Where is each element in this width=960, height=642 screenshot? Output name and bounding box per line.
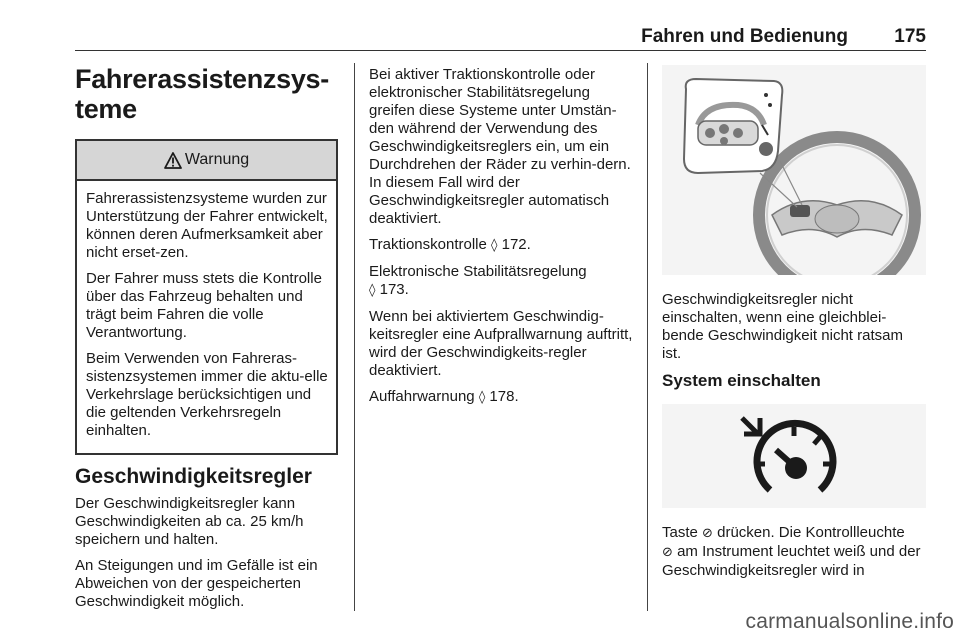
reference-text: Auffahrwarnung	[369, 388, 475, 405]
chapter-title-line-1: Fahrerassistenzsys-	[75, 64, 329, 94]
text-fragment: am Instrument leuchtet weiß und der Geschwindigkeitsregler wird in	[662, 543, 921, 579]
middle-column	[369, 66, 637, 415]
body-paragraph: Bei aktiver Traktionskontrolle oder elektronischer Stabilitätsregelung greifen diese Systeme unter Umstän-den während der Verwendung des Geschwindigkeitsreglers ein, um ein Durchdrehen der Räder zu verhin-dern. In diesem Fall wird der Geschwindigkeitsregler automatisch deaktiviert.	[369, 66, 631, 227]
chapter-title-line-2: teme	[75, 94, 137, 124]
warning-paragraph: Der Fahrer muss stets die Kontrolle über das Fahrzeug behalten und trägt beim Fahren die volle Verantwortung.	[86, 270, 322, 341]
column-divider-left	[354, 63, 355, 611]
cross-reference	[369, 263, 637, 300]
cruise-control-lamp-icon: ⊘	[662, 545, 673, 560]
left-column-lower	[75, 465, 345, 619]
steering-wheel-illustration	[662, 65, 926, 275]
cruise-control-button-icon: ⊘	[702, 526, 713, 541]
body-paragraph: Wenn bei aktiviertem Geschwindig-keitsregler eine Aufprallwarnung auftritt, wird der Geschwindigkeits-regler deaktiviert.	[369, 308, 633, 379]
section-heading: Geschwindigkeitsregler	[75, 465, 312, 488]
reference-text: Elektronische Stabilitätsregelung	[369, 263, 587, 280]
body-paragraph	[662, 524, 928, 580]
body-paragraph: Geschwindigkeitsregler nicht einschalten, wenn eine gleichblei-bende Geschwindigkeit nicht ratsam ist.	[662, 291, 903, 362]
cross-reference	[369, 388, 637, 407]
warning-paragraph: Fahrerassistenzsysteme wurden zur Unterstützung der Fahrer entwickelt, können deren Aufmerksamkeit aber nicht erset-zen.	[86, 190, 328, 261]
reference-page: 178.	[489, 388, 519, 405]
right-column-text-2	[662, 524, 928, 588]
text-fragment: Taste	[662, 524, 698, 541]
cross-reference	[369, 236, 637, 255]
reference-arrow-icon: ◊	[491, 238, 498, 253]
reference-arrow-icon: ◊	[369, 283, 376, 298]
warning-label: Warnung	[184, 151, 250, 168]
watermark: carmanualsonline.info	[745, 610, 954, 633]
header-title: Fahren und Bedienung	[641, 26, 848, 47]
column-divider-right	[647, 63, 648, 611]
header-rule	[75, 50, 926, 51]
warning-header	[77, 141, 336, 181]
reference-arrow-icon: ◊	[478, 390, 486, 405]
body-paragraph: An Steigungen und im Gefälle ist ein Abweichen von der gespeicherten Geschwindigkeit möglich.	[75, 557, 318, 610]
cruise-control-icon	[662, 404, 926, 508]
reference-page: 172.	[501, 236, 531, 253]
warning-body	[77, 181, 336, 440]
text-fragment: drücken. Die Kontrollleuchte	[717, 524, 905, 541]
page-number: 175	[894, 26, 926, 47]
body-paragraph: Der Geschwindigkeitsregler kann Geschwindigkeiten ab ca. 25 km/h speichern und halten.	[75, 495, 304, 548]
warning-box	[75, 139, 338, 455]
chapter-title	[75, 64, 345, 124]
reference-text: Traktionskontrolle	[369, 236, 487, 253]
warning-paragraph: Beim Verwenden von Fahreras-sistenzsystemen immer die aktu-elle Verkehrslage berücksichtigen und die geltenden Verkehrsregeln einhalten.	[86, 350, 328, 439]
subheading: System einschalten	[662, 371, 821, 390]
steering-wheel-figure	[662, 65, 926, 275]
reference-page: 173.	[379, 281, 409, 298]
right-column-text-1	[662, 291, 926, 391]
page-header	[75, 26, 926, 52]
cruise-control-symbol-figure	[662, 404, 926, 508]
warning-triangle-icon	[164, 152, 182, 169]
